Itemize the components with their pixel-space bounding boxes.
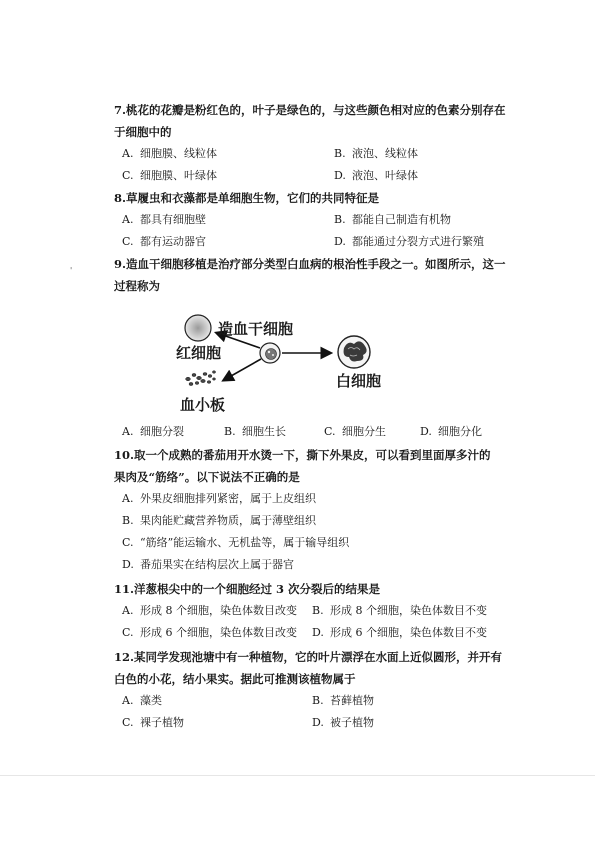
option-c[interactable]: [122, 532, 349, 554]
question-stem-cont: 果肉及“筋络”。以下说法不正确的是: [114, 470, 300, 484]
option-label: B.: [312, 694, 324, 707]
question-stem-cont: 于细胞中的: [114, 125, 172, 139]
option-label: A.: [122, 492, 134, 505]
option-label: C.: [122, 716, 134, 729]
option-text: 形成 6 个细胞，染色体数目改变: [140, 626, 297, 639]
margin-mark: ': [70, 266, 73, 275]
option-text: 液泡、叶绿体: [352, 169, 418, 182]
option-c[interactable]: [122, 231, 206, 253]
option-label: D.: [312, 626, 324, 639]
option-row: [114, 600, 514, 622]
option-b[interactable]: [312, 690, 374, 712]
option-c[interactable]: [122, 165, 217, 187]
option-a[interactable]: [122, 143, 217, 165]
option-a[interactable]: [122, 488, 316, 510]
option-a[interactable]: [122, 421, 184, 443]
question-12: [114, 646, 514, 734]
question-stem: 10.取一个成熟的番茄用开水烫一下，撕下外果皮，可以看到里面厚多汁的: [114, 448, 491, 462]
option-b[interactable]: [122, 510, 316, 532]
option-d[interactable]: [334, 165, 418, 187]
option-label: A.: [122, 147, 134, 160]
option-label: A.: [122, 213, 134, 226]
option-row: [114, 690, 514, 712]
question-stem: 9.造血干细胞移植是治疗部分类型白血病的根治性手段之一。如图所示，这一: [114, 257, 506, 271]
option-text: 外果皮细胞排列紧密，属于上皮组织: [140, 492, 316, 505]
option-label: D.: [420, 425, 432, 438]
page-divider: [0, 775, 595, 776]
option-a[interactable]: [122, 209, 206, 231]
option-text: 形成 8 个细胞，染色体数目改变: [140, 604, 297, 617]
option-text: 都具有细胞壁: [140, 213, 206, 226]
red-cell-label: 红细胞: [176, 344, 222, 362]
option-label: B.: [224, 425, 236, 438]
cell-differentiation-diagram: [170, 312, 390, 422]
option-label: A.: [122, 425, 134, 438]
question-stem-cont: 白色的小花，结小果实。据此可推测该植物属于: [114, 672, 356, 686]
option-text: 形成 6 个细胞，染色体数目不变: [330, 626, 487, 639]
option-label: B.: [334, 147, 346, 160]
question-11: [114, 578, 514, 644]
option-label: C.: [122, 169, 134, 182]
option-text: 细胞分生: [342, 425, 386, 438]
option-label: C.: [122, 626, 134, 639]
question-9: [114, 253, 514, 297]
question-stem: 11.洋葱根尖中的一个细胞经过 3 次分裂后的结果是: [114, 582, 381, 596]
option-text: 番茄果实在结构层次上属于器官: [140, 558, 294, 571]
option-label: D.: [122, 558, 134, 571]
option-row: [114, 532, 514, 554]
option-b[interactable]: [224, 421, 286, 443]
platelets-icon: [186, 371, 216, 386]
option-label: C.: [122, 536, 134, 549]
option-d[interactable]: [122, 554, 294, 576]
option-text: 液泡、线粒体: [352, 147, 418, 160]
option-text: 细胞分裂: [140, 425, 184, 438]
question-7: [114, 99, 514, 187]
option-a[interactable]: [122, 690, 162, 712]
question-stem: 7.桃花的花瓣是粉红色的，叶子是绿色的，与这些颜色相对应的色素分别存在: [114, 103, 506, 117]
option-row: [114, 622, 514, 644]
question-8: [114, 187, 514, 253]
option-a[interactable]: [122, 600, 297, 622]
question-10: [114, 444, 514, 576]
option-row: [114, 488, 514, 510]
question-9-options: [114, 421, 514, 443]
option-text: 细胞生长: [242, 425, 286, 438]
option-label: B.: [334, 213, 346, 226]
option-label: B.: [122, 514, 134, 527]
option-label: D.: [312, 716, 324, 729]
option-row: [114, 554, 514, 576]
option-row: [114, 209, 514, 231]
option-text: 都有运动器官: [140, 235, 206, 248]
option-text: 苔藓植物: [330, 694, 374, 707]
option-row: [114, 165, 514, 187]
option-row: [114, 712, 514, 734]
stem-cell-icon: [260, 343, 280, 363]
option-text: 细胞膜、线粒体: [140, 147, 217, 160]
arrow-to-platelets: [224, 359, 261, 380]
option-text: 藻类: [140, 694, 162, 707]
option-b[interactable]: [334, 143, 418, 165]
option-text: “筋络”能运输水、无机盐等，属于输导组织: [140, 536, 350, 549]
option-text: 裸子植物: [140, 716, 184, 729]
option-d[interactable]: [420, 421, 482, 443]
white-cell-label: 白细胞: [336, 372, 382, 390]
option-b[interactable]: [312, 600, 487, 622]
option-c[interactable]: [122, 622, 297, 644]
option-text: 都能通过分裂方式进行繁殖: [352, 235, 484, 248]
stem-cell-label: 造血干细胞: [218, 320, 294, 338]
option-row: [114, 143, 514, 165]
option-label: A.: [122, 604, 134, 617]
option-text: 细胞分化: [438, 425, 482, 438]
option-d[interactable]: [334, 231, 484, 253]
option-label: D.: [334, 235, 346, 248]
option-label: C.: [122, 235, 134, 248]
option-label: A.: [122, 694, 134, 707]
option-label: C.: [324, 425, 336, 438]
option-row: [114, 231, 514, 253]
white-blood-cell-icon: [338, 336, 370, 368]
option-text: 果肉能贮藏营养物质，属于薄壁组织: [140, 514, 316, 527]
option-text: 被子植物: [330, 716, 374, 729]
question-stem: 12.某同学发现池塘中有一种植物，它的叶片漂浮在水面上近似圆形，并开有: [114, 650, 503, 664]
platelet-label: 血小板: [180, 396, 226, 414]
option-text: 细胞膜、叶绿体: [140, 169, 217, 182]
option-b[interactable]: [334, 209, 451, 231]
option-text: 都能自己制造有机物: [352, 213, 451, 226]
option-c[interactable]: [122, 712, 184, 734]
option-d[interactable]: [312, 712, 374, 734]
red-blood-cell-icon: [185, 315, 211, 341]
question-stem: 8.草履虫和衣藻都是单细胞生物，它们的共同特征是: [114, 191, 380, 205]
option-d[interactable]: [312, 622, 487, 644]
question-stem-cont: 过程称为: [114, 279, 160, 293]
option-text: 形成 8 个细胞，染色体数目不变: [330, 604, 487, 617]
option-label: D.: [334, 169, 346, 182]
option-label: B.: [312, 604, 324, 617]
option-c[interactable]: [324, 421, 386, 443]
option-row: [114, 510, 514, 532]
option-row: [114, 421, 514, 443]
